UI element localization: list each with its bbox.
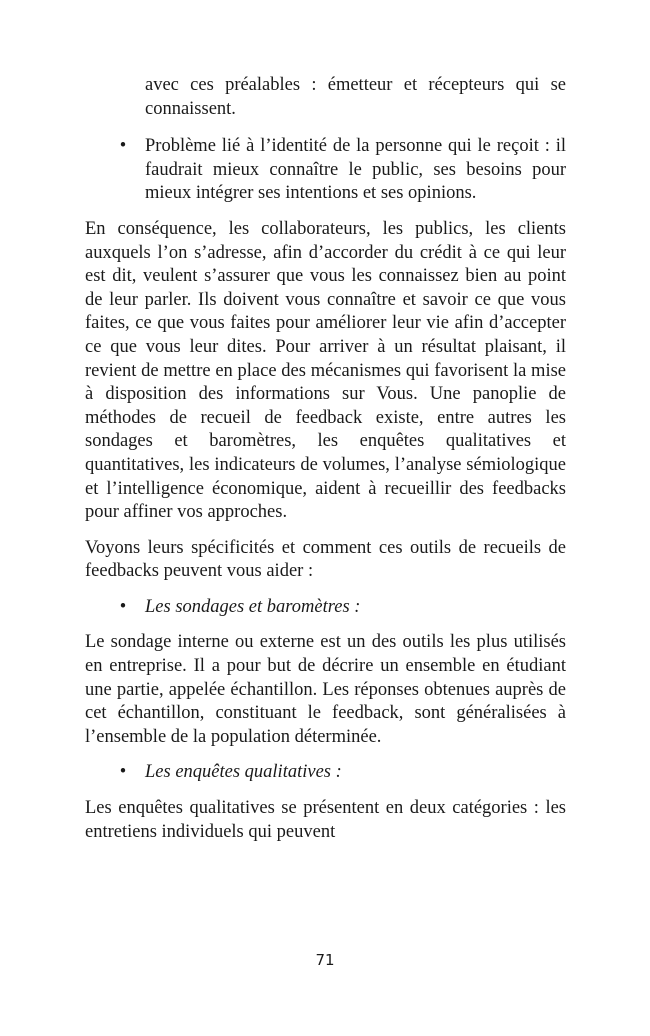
subheading-enquetes xyxy=(119,761,566,785)
bullet-icon: • xyxy=(119,136,127,157)
page-number: 71 xyxy=(315,951,335,969)
bullet-icon: • xyxy=(119,596,127,617)
subheading-text: Les enquêtes qualitatives : xyxy=(145,762,342,783)
paragraph-sondage: Le sondage interne ou externe est un des outils les plus utilisés en entreprise. Il a pour but de décrire un ensemble en étudiant une partie, appelée échantillon. Les réponses obtenues auprès de cet échantillon, constituant le feedback, sont généralisées à l’ensemble de la population déterminée. xyxy=(85,632,566,747)
paragraph-consequence: En conséquence, les collaborateurs, les publics, les clients auxquels l’on s’adresse, afin d’accorder du crédit à ce qui leur est dit, veulent s’assurer que vous les connaissez bien au point de leur parler. Ils doivent vous connaître et savoir ce que vous faites, ce que vous faites pour améliorer leur vie afin d’accepter ce que vous leur dites. Pour arriver à un résultat plaisant, il revient de mettre en place des mécanismes qui favorisent la mise à disposition des informations sur Vous. Une panoplie de méthodes de recueil de feedback existe, entre autres les sondages et baromètres, les enquêtes qualitatives et quantitatives, les indicateurs de volumes, l’analyse sémiologique et l’intelligence économique, aident à recueillir des feedbacks pour affiner vos approches. xyxy=(85,218,566,523)
continuation-text: avec ces préalables : émetteur et récepteurs qui se connaissent. xyxy=(145,75,566,119)
subheading-text: Les sondages et baromètres : xyxy=(145,596,361,617)
paragraph-enquetes: Les enquêtes qualitatives se présentent en deux catégories : les entretiens individuels qui peuvent xyxy=(85,798,566,842)
bullet-item-identity xyxy=(119,135,566,206)
paragraph-specificites: Voyons leurs spécificités et comment ces outils de recueils de feedbacks peuvent vous aider : xyxy=(85,537,566,582)
bullet-text: Problème lié à l’identité de la personne qui le reçoit : il faudrait mieux connaître le public, ses besoins pour mieux intégrer ses intentions et ses opinions. xyxy=(145,136,566,204)
subheading-sondages xyxy=(119,596,566,620)
bullet-icon: • xyxy=(119,762,127,783)
page-body xyxy=(85,74,566,856)
